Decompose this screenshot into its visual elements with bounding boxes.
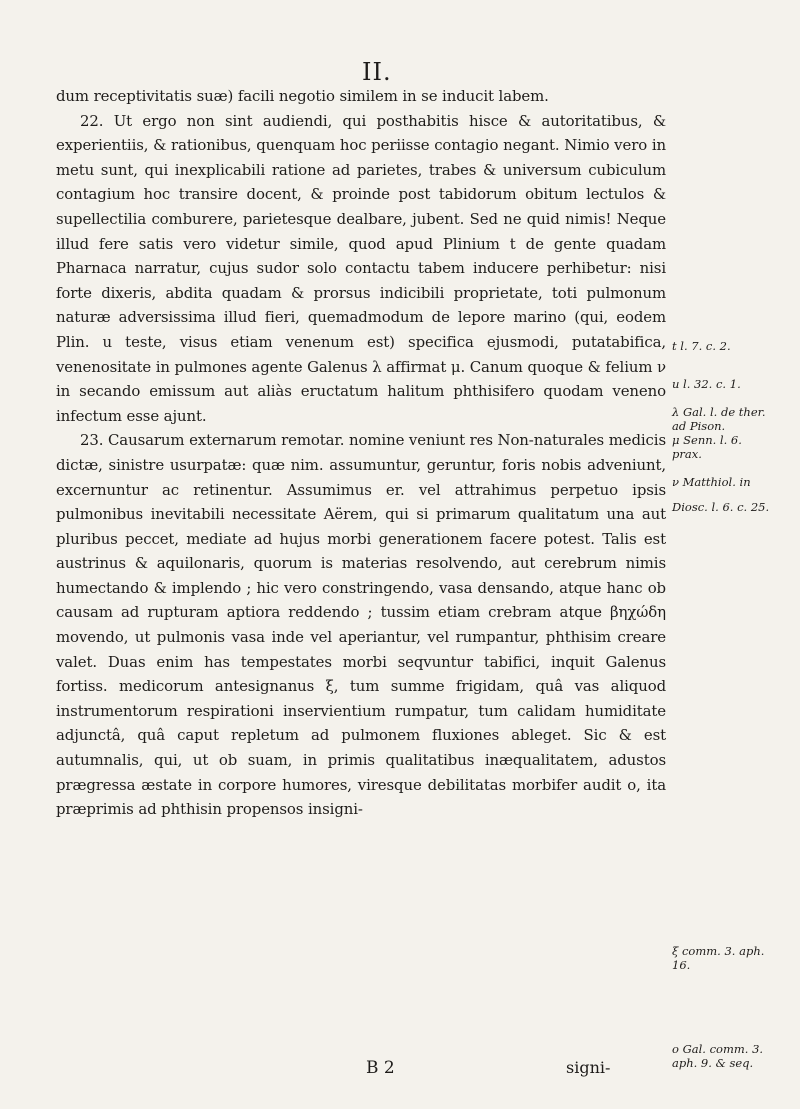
body-text <box>56 84 666 822</box>
catchword: signi- <box>566 1058 611 1077</box>
signature-mark: B 2 <box>366 1058 395 1078</box>
margin-note: ξ comm. 3. aph. <box>672 944 765 958</box>
margin-note: Diosc. l. 6. c. 25. <box>672 500 770 514</box>
margin-note: t l. 7. c. 2. <box>672 339 731 353</box>
margin-note: ο Gal. comm. 3. <box>672 1042 764 1056</box>
margin-note: μ Senn. l. 6. <box>672 433 742 447</box>
page-number: II. <box>362 58 392 86</box>
paragraph-22: 22. Ut ergo non sint audiendi, qui posthabitis hisce & autoritatibus, & experientiis, & rationibus, quenquam hoc periisse contagio negant. Nimio vero in metu sunt, qui inexplicabili ratione ad parietes, trabes & universum cubiculum contagium hoc transire docent, & proinde post tabidorum obitum lectulos & supellectilia comburere, parietesque dealbare, jubent. Sed ne quid nimis! Neque illud fere satis vero videtur simile, quod apud Plinium t de gente quadam Pharnaca narratur, cujus sudor solo contactu tabem inducere perhibetur: nisi forte dixeris, abdita quadam & prorsus indicibili proprietate, toti pulmonum naturæ adversissima illud fieri, quemadmodum de lepore marino (qui, eodem Plin. u teste, visus etiam venenum est) specifica ejusmodi, putatabifica, venenositate in pulmones agente Galenus λ affirmat μ. Canum quoque & felium ν in secando emissum aut aliàs eructatum halitum phthisifero quodam veneno infectum esse ajunt. <box>56 111 666 425</box>
margin-note: 16. <box>672 958 691 972</box>
margin-note: λ Gal. l. de ther. <box>672 405 766 419</box>
margin-note: ν Matthiol. in <box>672 475 751 489</box>
paragraph-23: 23. Causarum externarum remotar. nomine veniunt res Non-naturales medicis dictæ, sinistre usurpatæ: quæ nim. assumuntur, geruntur, foris nobis adveniunt, excernuntur ac retinentur. Assumimus er. vel attrahimus perpetuo ipsis pulmonibus inevitabili necessitate Aërem, qui si primarum qualitatum una aut pluribus peccet, mediate ad hujus morbi generationem facere potest. Talis est austrinus & aquilonaris, quorum is materias resolvendo, aut cerebrum nimis humectando & implendo ; hic vero constringendo, vasa densando, atque hanc ob causam ad rupturam aptiora reddendo ; tussim etiam crebram atque βηχώδη movendo, ut pulmonis vasa inde vel aperiantur, vel rumpantur, phthisim creare valet. Duas enim has tempestates morbi seqvuntur tabifici, inquit Galenus fortiss. medicorum antesignanus ξ, tum summe frigidam, quâ vas aliquod instrumentorum respirationi inservientium rumpatur, tum calidam humiditate adjunctâ, quâ caput repletum ad pulmonem fluxiones ableget. Sic & est autumnalis, qui, ut ob suam, in primis qualitatibus inæqualitatem, adustos prægressa æstate in corpore humores, viresque debilitatas morbifer audit ο, ita præprimis ad phthisin propensos insigni- <box>56 431 666 819</box>
margin-note: aph. 9. & seq. <box>672 1056 754 1070</box>
paragraph-continuation: dum receptivitatis suæ) facili negotio similem in se inducit labem. <box>56 87 549 105</box>
margin-note: ad Pison. <box>672 419 726 433</box>
margin-note: prax. <box>672 447 702 461</box>
margin-note: u l. 32. c. 1. <box>672 377 741 391</box>
